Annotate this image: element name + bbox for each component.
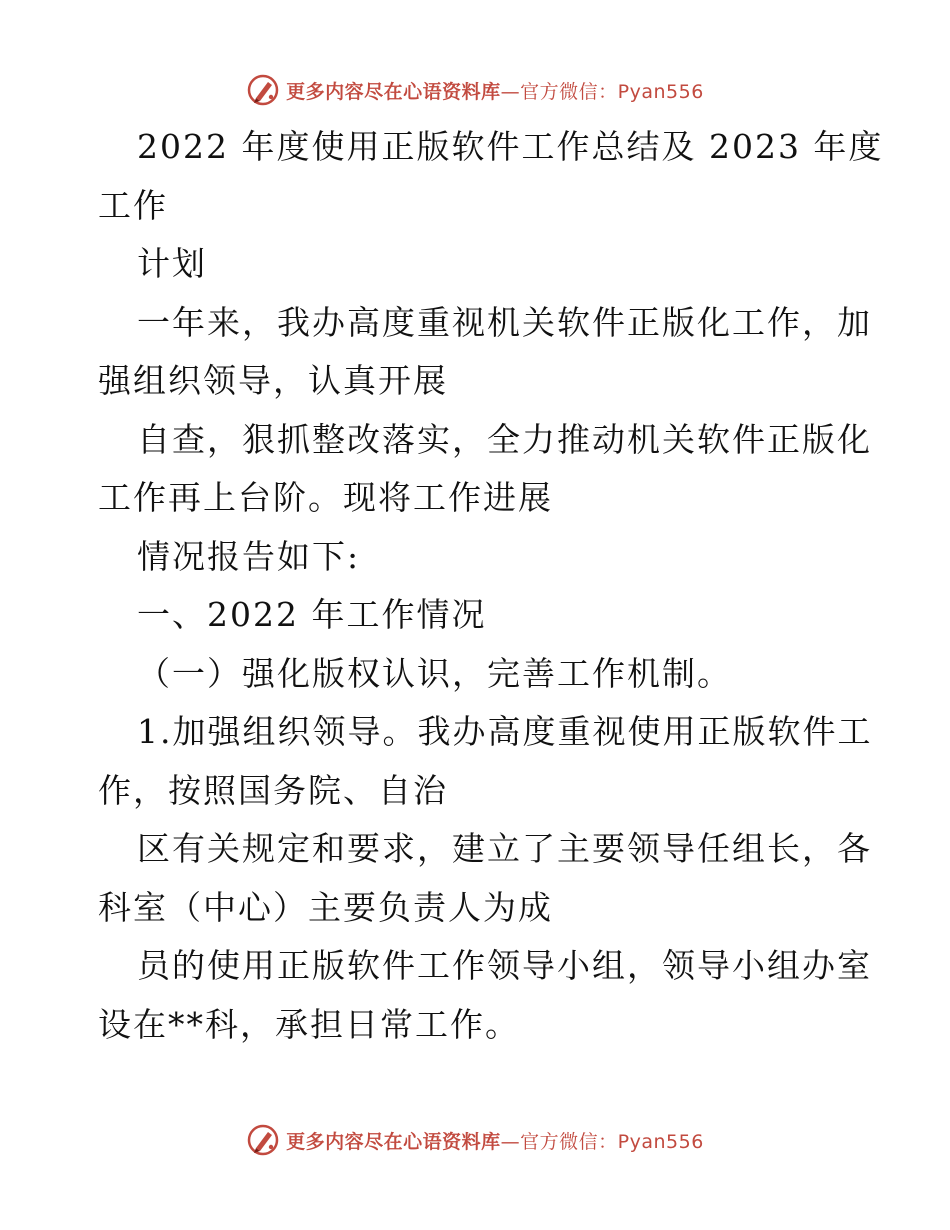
banner-separator: —	[500, 80, 521, 103]
paragraph-line: 设在**科，承担日常工作。	[98, 1004, 520, 1044]
paragraph-line: 科室（中心）主要负责人为成	[98, 887, 553, 927]
banner-wechat: 官方微信：Pyan556	[520, 1130, 704, 1153]
paragraph-line: 自查，狠抓整改落实，全力推动机关软件正版化	[137, 419, 872, 459]
doc-title-line-3: 计划	[137, 244, 207, 283]
section-heading: 一、2022 年工作情况	[137, 595, 487, 634]
doc-title-line-1: 2022 年度使用正版软件工作总结及 2023 年度	[137, 127, 884, 166]
banner-text	[286, 1127, 704, 1154]
pen-logo-icon	[246, 73, 280, 107]
paragraph-line: 区有关规定和要求，建立了主要领导任组长，各	[137, 829, 872, 868]
banner-text	[286, 77, 704, 104]
footer-banner	[0, 1120, 950, 1160]
paragraph-line: 强组织领导，认真开展	[98, 361, 448, 400]
paragraph-line: 工作再上台阶。现将工作进展	[98, 478, 553, 517]
banner-brand: 更多内容尽在心语资料库	[286, 80, 501, 103]
paragraph-line: 员的使用正版软件工作领导小组，领导小组办室	[137, 946, 872, 985]
paragraph-line: 情况报告如下:	[137, 536, 361, 576]
paragraph-line: 作，按照国务院、自治	[98, 770, 448, 810]
header-banner	[0, 70, 950, 110]
pen-logo-icon	[246, 1123, 280, 1157]
paragraph-line: 一年来，我办高度重视机关软件正版化工作，加	[137, 302, 872, 342]
banner-wechat: 官方微信：Pyan556	[520, 80, 704, 103]
banner-separator: —	[500, 1130, 521, 1153]
paragraph-line: 1.加强组织领导。我办高度重视使用正版软件工	[137, 712, 873, 751]
doc-title-line-2: 工作	[98, 185, 168, 225]
subsection-heading: （一）强化版权认识，完善工作机制。	[137, 653, 732, 693]
banner-brand: 更多内容尽在心语资料库	[286, 1130, 501, 1153]
document-body	[98, 118, 884, 1054]
